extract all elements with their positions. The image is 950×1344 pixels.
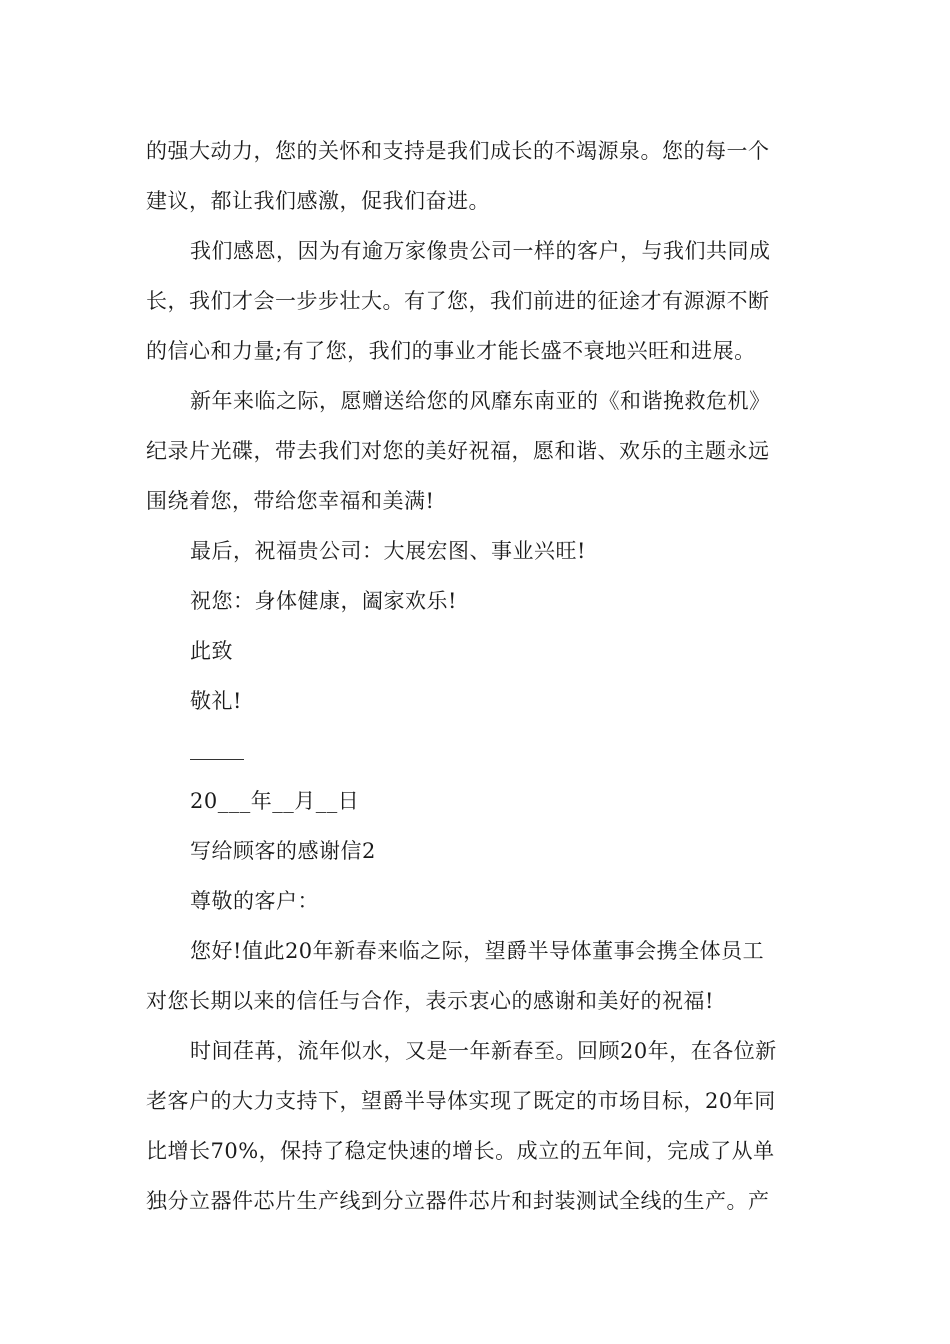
letter-body	[146, 126, 810, 1226]
signature-blank-line	[190, 726, 244, 776]
paragraph-line: 建议，都让我们感激，促我们奋进。	[146, 189, 490, 213]
paragraph-line: 新年来临之际，愿赠送给您的风靡东南亚的《和谐挽救危机》	[190, 389, 771, 413]
closing-wish-line: 祝您：身体健康，阖家欢乐!	[190, 589, 457, 613]
paragraph-line: 我们感恩，因为有逾万家像贵公司一样的客户，与我们共同成	[190, 239, 771, 263]
paragraph-line: 围绕着您，带给您幸福和美满!	[146, 489, 435, 513]
section-title: 写给顾客的感谢信2	[190, 839, 376, 863]
paragraph-line: 的信心和力量;有了您，我们的事业才能长盛不衰地兴旺和进展。	[146, 339, 756, 363]
paragraph-line: 比增长70%，保持了稳定快速的增长。成立的五年间，完成了从单	[146, 1139, 775, 1163]
paragraph-line: 的强大动力，您的关怀和支持是我们成长的不竭源泉。您的每一个	[146, 139, 770, 163]
closing-cizhi: 此致	[190, 639, 233, 663]
salutation: 尊敬的客户：	[190, 889, 319, 913]
paragraph-line: 独分立器件芯片生产线到分立器件芯片和封装测试全线的生产。产	[146, 1189, 770, 1213]
paragraph-line: 对您长期以来的信任与合作，表示衷心的感谢和美好的祝福!	[146, 989, 714, 1013]
closing-wish-line: 最后，祝福贵公司：大展宏图、事业兴旺!	[190, 539, 586, 563]
paragraph-line: 老客户的大力支持下，望爵半导体实现了既定的市场目标，20年同	[146, 1089, 776, 1113]
paragraph-line: 长，我们才会一步步壮大。有了您，我们前进的征途才有源源不断	[146, 289, 770, 313]
paragraph-line: 您好!值此20年新春来临之际，望爵半导体董事会携全体员工	[190, 939, 765, 963]
closing-jingli: 敬礼!	[190, 689, 242, 713]
paragraph-line: 时间荏苒，流年似水，又是一年新春至。回顾20年，在各位新	[190, 1039, 777, 1063]
paragraph-line: 纪录片光碟，带去我们对您的美好祝福，愿和谐、欢乐的主题永远	[146, 439, 770, 463]
date-line: 20___年__月__日	[190, 789, 360, 813]
